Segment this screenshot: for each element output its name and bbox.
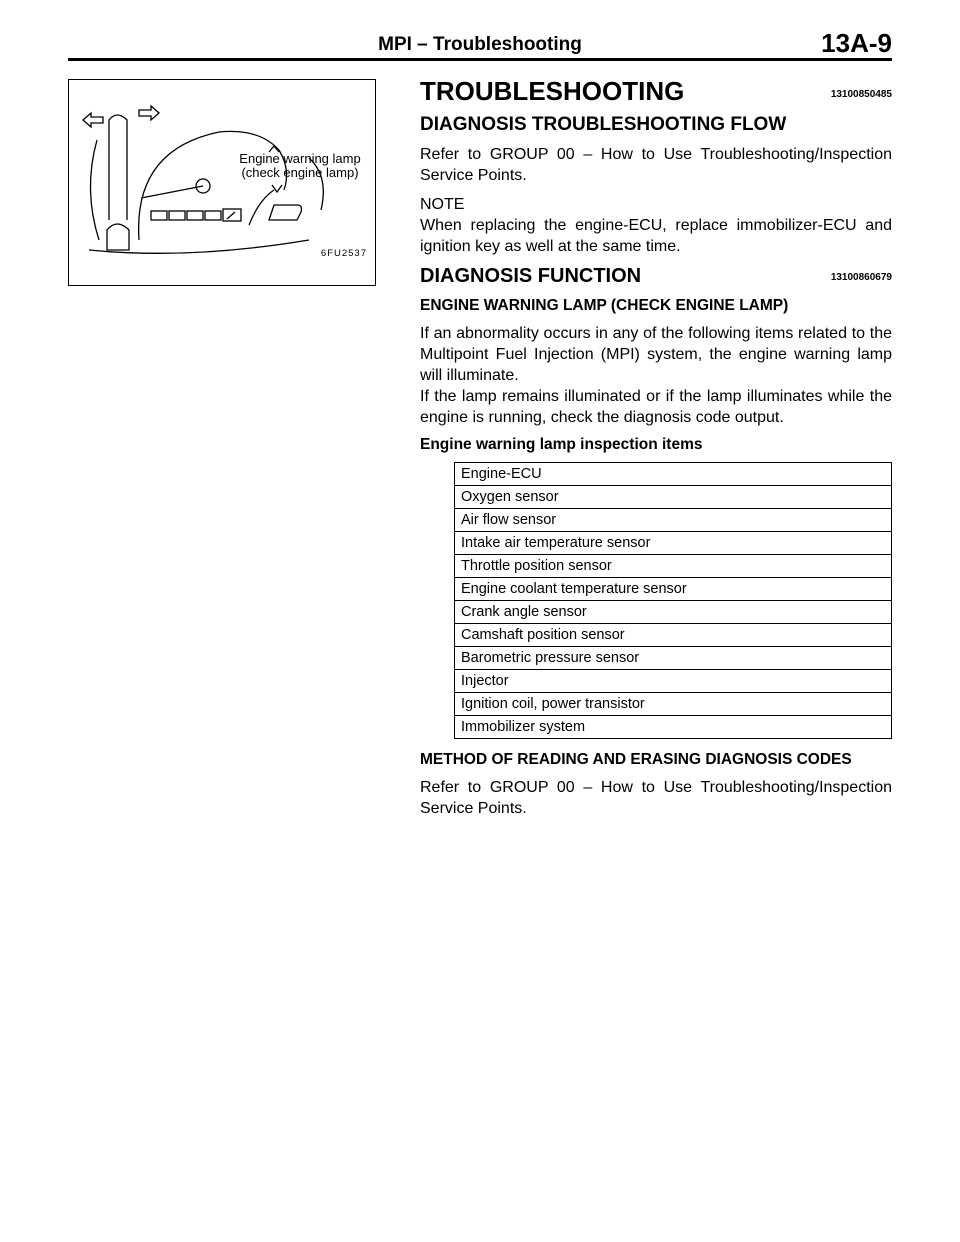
table-cell: Barometric pressure sensor (455, 647, 892, 670)
main-column (420, 76, 892, 827)
table-cell: Throttle position sensor (455, 555, 892, 578)
table-row (455, 578, 892, 601)
callout-line-2: (check engine lamp) (241, 165, 359, 180)
figure-id: 6FU2537 (320, 248, 367, 259)
callout-line-1: Engine warning lamp (239, 151, 361, 166)
page-title: MPI – Troubleshooting (378, 34, 582, 55)
page-header (68, 28, 892, 58)
items-heading: Engine warning lamp inspection items (420, 436, 703, 453)
section-heading-row (420, 76, 892, 108)
table-row (455, 693, 892, 716)
table-cell: Engine coolant temperature sensor (455, 578, 892, 601)
table-row (455, 670, 892, 693)
figure-callout (227, 152, 373, 180)
section-heading: TROUBLESHOOTING (420, 76, 685, 106)
function-text-1: If an abnormality occurs in any of the following items related to the Multipoint Fuel Injection (MPI) system, the engine warning lamp will illuminate. (420, 325, 892, 384)
table-cell: Ignition coil, power transistor (455, 693, 892, 716)
function-heading-row (420, 265, 892, 291)
flow-heading: DIAGNOSIS TROUBLESHOOTING FLOW (420, 114, 787, 135)
table-cell: Intake air temperature sensor (455, 532, 892, 555)
function-code: 13100860679 (830, 272, 892, 283)
lamp-subheading: ENGINE WARNING LAMP (CHECK ENGINE LAMP) (420, 297, 789, 314)
table-cell: Immobilizer system (455, 716, 892, 739)
method-heading: METHOD OF READING AND ERASING DIAGNOSIS CODES (420, 751, 852, 768)
note-text: When replacing the engine-ECU, replace immobilizer-ECU and ignition key as well at the same time. (420, 217, 892, 255)
function-text-2: If the lamp remains illuminated or if the lamp illuminates while the engine is running, check the diagnosis code output. (420, 388, 892, 426)
note-label: NOTE (420, 196, 465, 213)
table-row (455, 532, 892, 555)
table-cell: Camshaft position sensor (455, 624, 892, 647)
table-row (455, 647, 892, 670)
table-cell: Injector (455, 670, 892, 693)
method-text: Refer to GROUP 00 – How to Use Troubleshooting/Inspection Service Points. (420, 779, 892, 817)
table-row (455, 624, 892, 647)
table-cell: Crank angle sensor (455, 601, 892, 624)
table-row (455, 463, 892, 486)
flow-text: Refer to GROUP 00 – How to Use Troubleshooting/Inspection Service Points. (420, 146, 892, 184)
page-number: 13A-9 (821, 28, 892, 58)
table-row (455, 509, 892, 532)
table-cell: Engine-ECU (455, 463, 892, 486)
table-cell: Air flow sensor (455, 509, 892, 532)
function-heading: DIAGNOSIS FUNCTION (420, 265, 642, 287)
table-cell: Oxygen sensor (455, 486, 892, 509)
instrument-cluster-figure (68, 79, 376, 286)
table-row (455, 601, 892, 624)
table-row (455, 486, 892, 509)
section-code: 13100850485 (830, 89, 892, 100)
table-row (455, 716, 892, 739)
inspection-items-table (454, 462, 892, 739)
table-row (455, 555, 892, 578)
header-rule (68, 58, 892, 61)
